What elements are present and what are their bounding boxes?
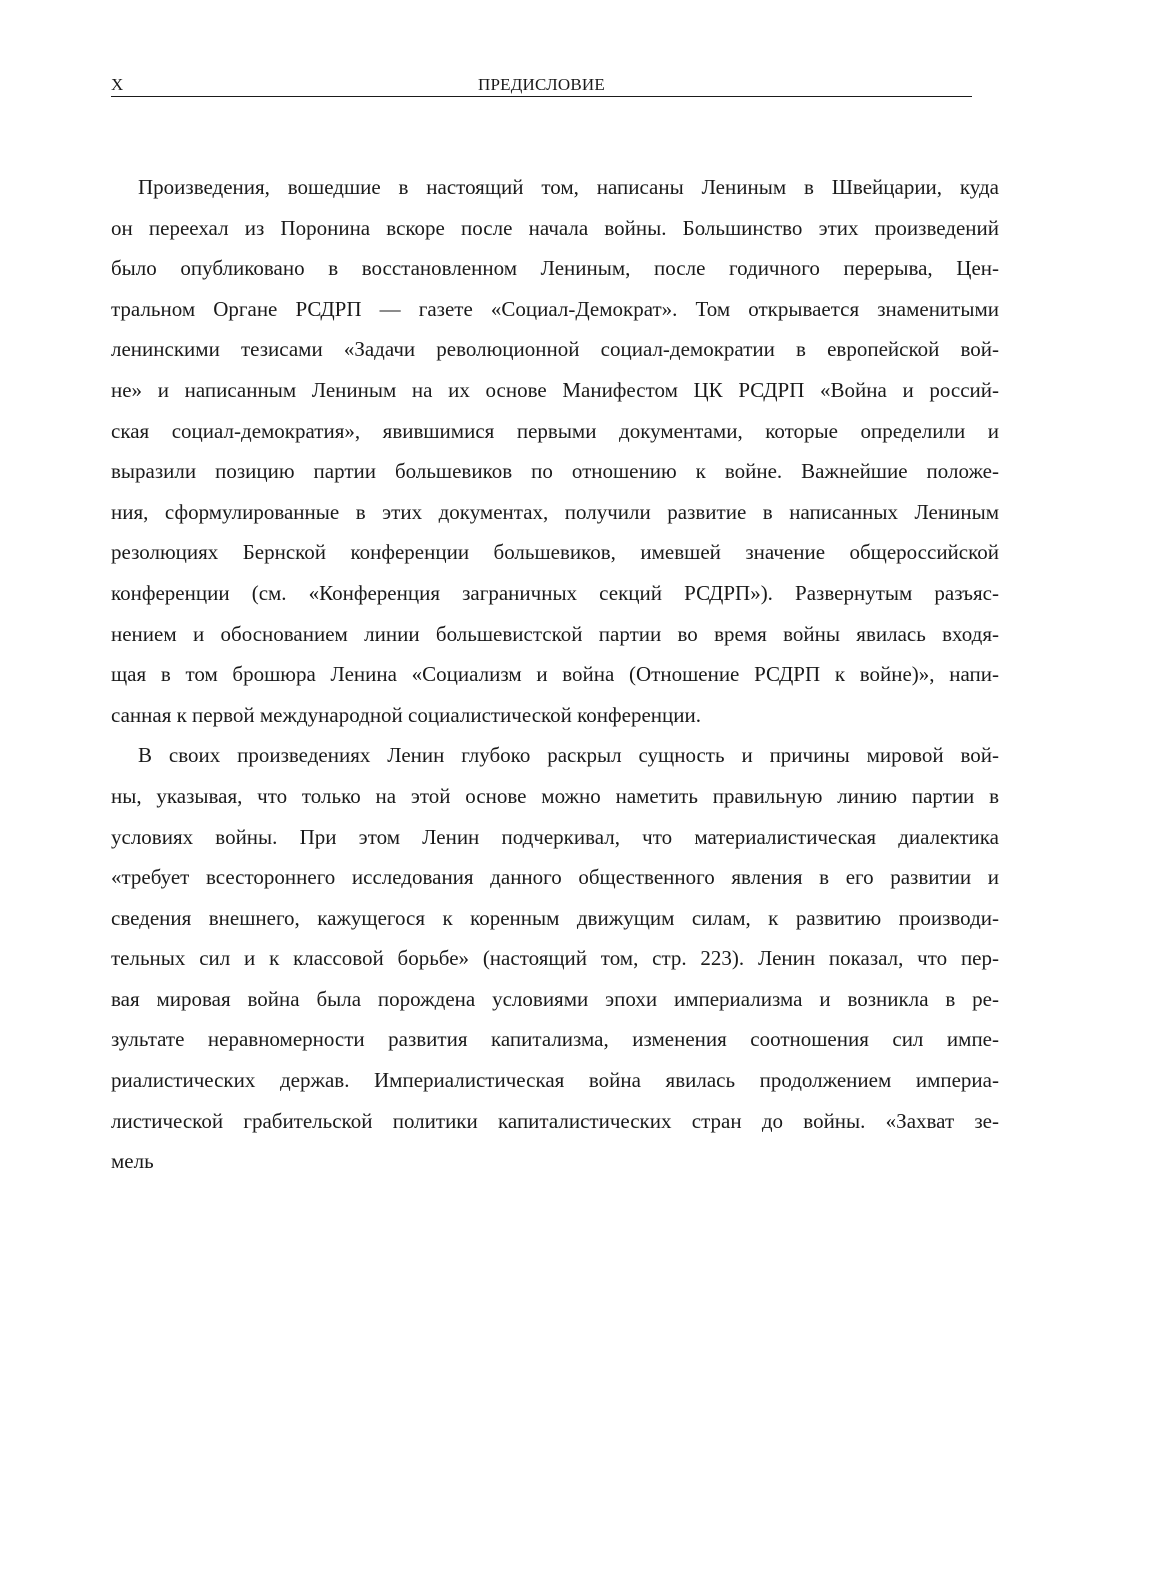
text-line: сведения внешнего, кажущегося к коренным движущим силам, к развитию производи- [111, 905, 999, 930]
running-head [111, 74, 972, 97]
text-line: было опубликовано в восстановленном Лениным, после годичного перерыва, Цен- [111, 256, 999, 281]
text-line: щая в том брошюра Ленина «Социализм и война (Отношение РСДРП к войне)», напи- [111, 662, 999, 687]
text-line: тельных сил и к классовой борьбе» (настоящий том, стр. 223). Ленин показал, что пер- [111, 946, 999, 971]
text-line: «требует всестороннего исследования данного общественного явления в его развитии и [111, 865, 999, 890]
text-line: санная к первой международной социалистической конференции. [111, 702, 701, 727]
text-line: условиях войны. При этом Ленин подчеркивал, что материалистическая диалектика [111, 824, 999, 849]
paragraph-1 [111, 167, 999, 735]
text-line: резолюциях Бернской конференции большевиков, имевшей значение общероссийской [111, 540, 999, 565]
text-line: риалистических держав. Империалистическая война явилась продолжением империа- [111, 1068, 999, 1093]
paragraph-2 [111, 735, 999, 1182]
text-line: Произведения, вошедшие в настоящий том, написаны Лениным в Швейцарии, куда [138, 175, 999, 199]
page-number: X [111, 75, 124, 94]
text-line: ны, указывая, что только на этой основе можно наметить правильную линию партии в [111, 783, 999, 808]
text-line: мель [111, 1149, 154, 1174]
text-line: он переехал из Поронина вскоре после начала войны. Большинство этих произведений [111, 215, 999, 240]
text-line: листической грабительской политики капиталистических стран до войны. «Захват зе- [111, 1108, 999, 1133]
text-line: В своих произведениях Ленин глубоко раскрыл сущность и причины мировой вой- [138, 743, 999, 768]
text-line: не» и написанным Лениным на их основе Манифестом ЦК РСДРП «Война и россий- [111, 377, 999, 402]
running-title: ПРЕДИСЛОВИЕ [478, 75, 605, 94]
text-line: тральном Органе РСДРП — газете «Социал-Демократ». Том открывается знаменитыми [111, 296, 999, 321]
text-line: вая мировая война была порождена условиями эпохи империализма и возникла в ре- [111, 986, 999, 1011]
text-line: зультате неравномерности развития капитализма, изменения соотношения сил импе- [111, 1027, 999, 1052]
text-line: выразили позицию партии большевиков по отношению к войне. Важнейшие положе- [111, 459, 999, 484]
text-line: нением и обоснованием линии большевистской партии во время войны явилась входя- [111, 621, 999, 646]
text-line: ленинскими тезисами «Задачи революционной социал-демократии в европейской вой- [111, 337, 999, 362]
text-line: ния, сформулированные в этих документах, получили развитие в написанных Лениным [111, 499, 999, 524]
body-text [111, 167, 999, 1182]
text-line: конференции (см. «Конференция заграничных секций РСДРП»). Развернутым разъяс- [111, 580, 999, 605]
text-line: ская социал-демократия», явившимися первыми документами, которые определили и [111, 418, 999, 443]
